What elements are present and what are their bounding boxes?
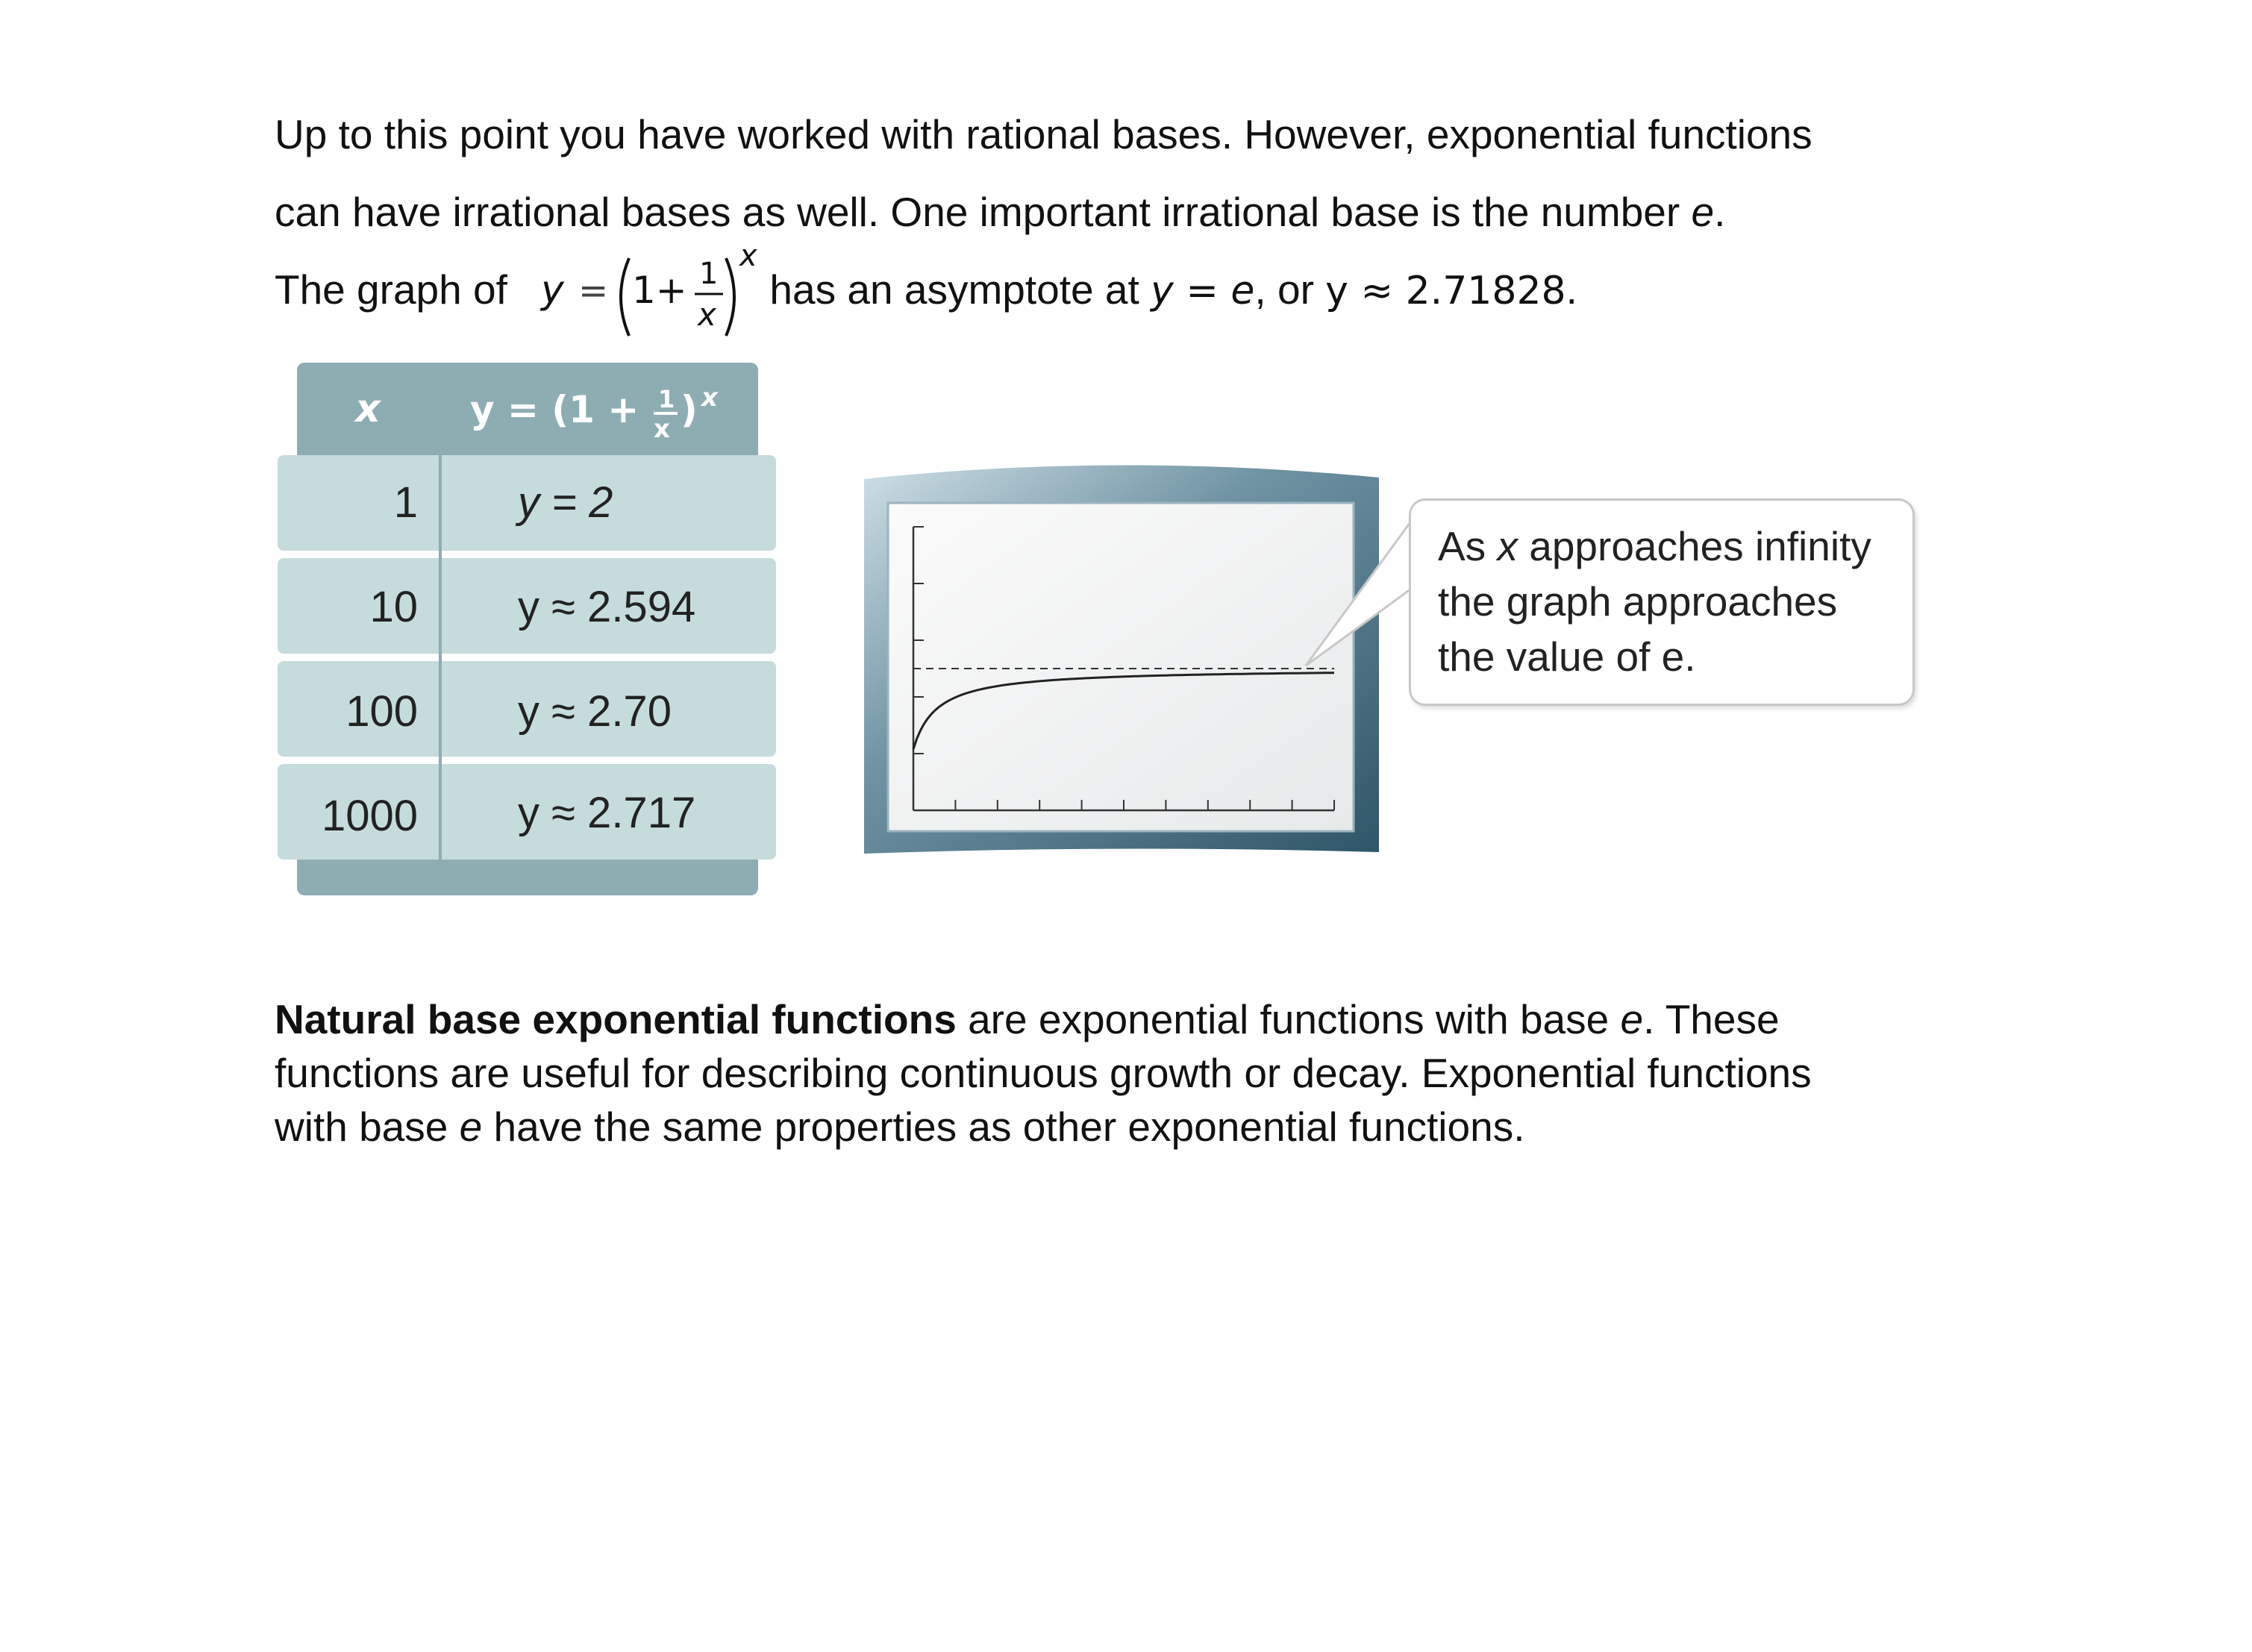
intro-line-3-text-b: has an asymptote at: [758, 266, 1151, 313]
e-symbol: e: [459, 1104, 483, 1150]
table-cell-y-text: y ≈ 2.594: [518, 583, 696, 631]
callout-text-a: As: [1438, 523, 1498, 569]
approx-value: y ≈ 2.71828: [1325, 269, 1566, 313]
intro-line-2-text: can have irrational bases as well. One important irrational base is the number: [275, 189, 1692, 235]
table-cell-y-text: y ≈ 2.70: [518, 687, 672, 736]
table-row: [278, 661, 776, 757]
intro-line-3: [275, 251, 1577, 331]
table-row: [278, 558, 776, 654]
table-cell-y-text: y ≈ 2.717: [518, 789, 696, 837]
definition-text-2: . These: [1643, 996, 1780, 1042]
header-y-prefix: y = (1 +: [470, 388, 639, 431]
formula-graph-function: [534, 237, 772, 349]
intro-line-1-text: Up to this point you have worked with rational bases. However, exponential functions: [275, 111, 1812, 157]
definition-line-3-a: with base: [275, 1104, 460, 1150]
table-row: [278, 764, 776, 860]
table-footer: [297, 860, 758, 895]
definition-line-3-b: have the same properties as other exponential functions.: [482, 1104, 1525, 1150]
header-y-numerator: 1: [658, 385, 675, 413]
values-table: [278, 363, 776, 897]
callout-box: [1409, 498, 1915, 706]
definition-line-3: [275, 1100, 1812, 1154]
definition-text-1: are exponential functions with base: [956, 996, 1621, 1042]
intro-line-3-period: .: [1566, 266, 1577, 313]
intro-line-3-text-a: The graph of: [275, 266, 519, 313]
period: .: [1714, 189, 1726, 235]
e-symbol: e: [1691, 189, 1715, 235]
table-cell-x: 1000: [321, 792, 418, 840]
callout-text: [1438, 519, 1901, 684]
definition-paragraph: [275, 992, 1812, 1154]
table-cell-y: [518, 788, 695, 838]
header-y-denominator: x: [654, 414, 670, 444]
formula-y: y: [541, 268, 564, 313]
formula-one-plus: 1+: [632, 269, 687, 312]
asymptote-equation: y = e: [1151, 269, 1255, 313]
definition-line-2: functions are useful for describing continuous growth or decay. Exponential functions: [275, 1050, 1812, 1096]
e-symbol: e: [1620, 996, 1644, 1042]
intro-line-2: [275, 173, 1725, 251]
definition-term: Natural base exponential functions: [275, 996, 957, 1042]
callout-x: x: [1497, 523, 1518, 569]
formula-denominator: x: [698, 296, 716, 333]
calculator-screen: [888, 503, 1354, 831]
intro-line-3-text-c: , or: [1254, 266, 1326, 313]
header-y-exponent: x: [701, 383, 718, 413]
table-cell-x: 10: [369, 583, 418, 631]
formula-right-paren: [726, 258, 734, 336]
formula-equals: =: [578, 270, 609, 312]
intro-line-1: [275, 96, 1812, 174]
formula-left-paren: [621, 258, 629, 336]
table-cell-x: 100: [345, 687, 418, 736]
table-row: [278, 455, 776, 551]
table-cell-y: [518, 478, 613, 528]
table-cell-y-text: y = 2: [518, 478, 613, 527]
header-y-suffix: ): [681, 388, 698, 431]
table-header-y: [442, 363, 758, 455]
table-cell-x: 1: [393, 478, 418, 527]
table-cell-y: [518, 582, 695, 632]
definition-line-1: [275, 992, 1812, 1046]
table-header-x: x: [355, 387, 381, 431]
table-cell-y: [518, 686, 672, 736]
formula-numerator: 1: [699, 257, 719, 291]
callout-text-b: approaches infinity the graph approaches the value of e.: [1438, 523, 1871, 680]
formula-exponent: x: [739, 239, 757, 273]
callout-pointer: [1298, 492, 1418, 672]
